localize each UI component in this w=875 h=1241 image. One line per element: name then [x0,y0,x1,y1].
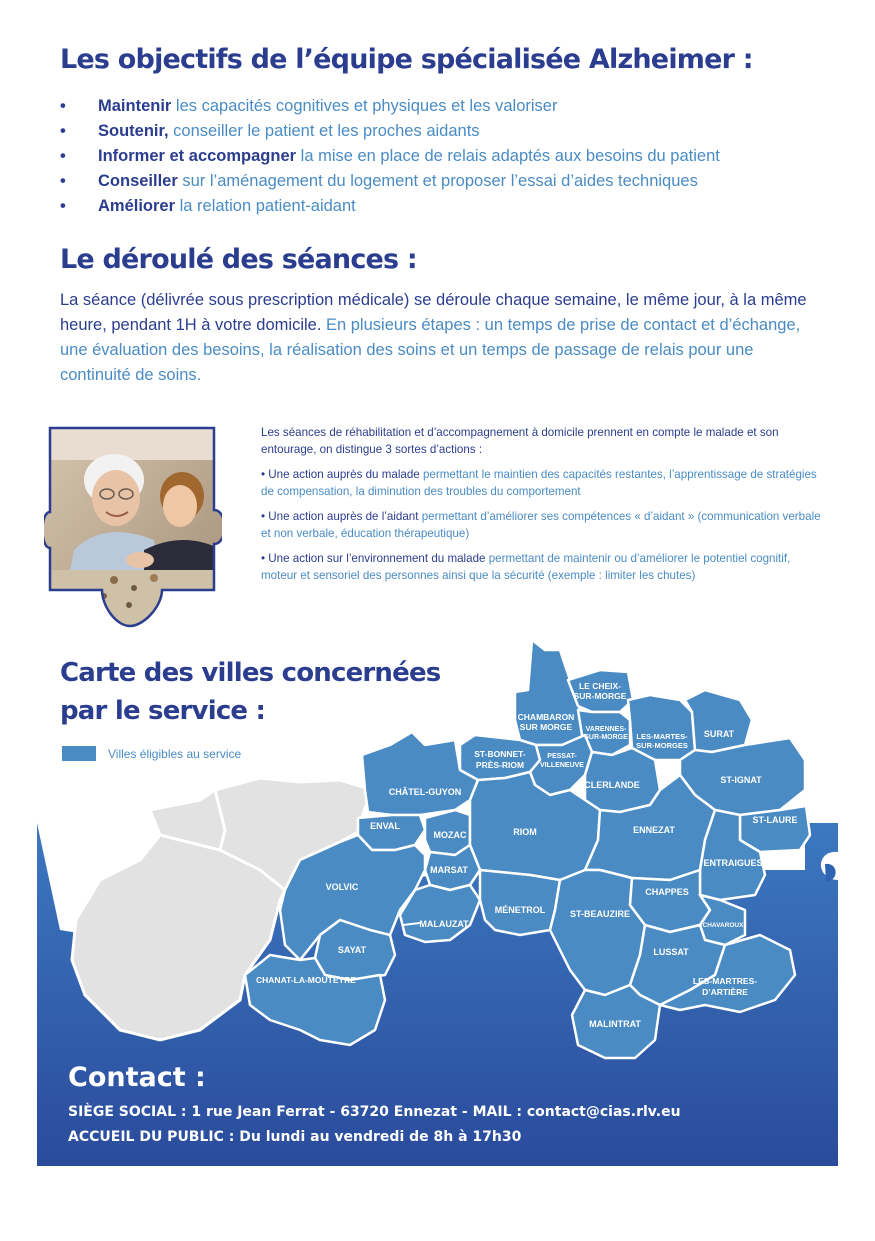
sessions-main-text: La séance (délivrée sous prescription médicale) se déroule chaque semaine, le même jour, à la même heure, pendant 1H à votre domicile. [60,291,807,334]
legend-label: Villes éligibles au service [108,746,242,761]
objective-keyword: Maintenir [98,97,172,115]
region-menetrol [480,870,560,935]
region-chappes [630,870,710,932]
bullet: • [60,172,66,190]
label-varennes: VARENNES- [585,726,627,733]
contact-hours: ACCUEIL DU PUBLIC : Du lundi au vendredi de 8h à 17h30 [68,1129,522,1145]
action-title: • Une action sur l’environnement du malade [261,552,486,565]
label-st-laure: ST-LAURE [752,815,798,825]
sessions-title: Le déroulé des séances : [60,244,417,275]
legend-swatch [62,746,96,761]
objectives-title: Les objectifs de l’équipe spécialisée Alzheimer : [60,44,753,75]
label-st-bonnet: ST-BONNET- [474,749,526,759]
bullet: • [60,97,66,115]
map-title-line: par le service : [60,696,266,726]
map-title [60,654,441,730]
label-clerlande: CLERLANDE [584,780,640,790]
objective-keyword: Soutenir, [98,122,169,140]
region-surat [685,690,752,752]
label-varennes: SUR-MORGE [584,734,628,741]
objective-text: les capacités cognitives et physiques et les valoriser [171,97,558,115]
label-st-bonnet: PRÈS-RIOM [475,760,525,770]
action-title: • Une action auprès de l’aidant [261,510,419,523]
actions-intro: Les séances de réhabilitation et d’accompagnement à domicile prennent en compte le malade et son entourage, on distingue 3 sortes d’actions : [261,426,779,456]
bullet: • [60,197,66,215]
objective-text: la relation patient-aidant [175,197,356,215]
label-menetrol: MÉNETROL [494,905,546,915]
label-le-cheix: SUR-MORGE [573,691,627,701]
label-lussat: LUSSAT [653,947,689,957]
label-volvic: VOLVIC [325,882,359,892]
label-martres-artiere: LES-MARTRES- [692,976,758,986]
map-title-line: Carte des villes concernées [60,658,441,688]
contact-address: SIÈGE SOCIAL : 1 rue Jean Ferrat - 63720 Ennezat - MAIL : contact@cias.rlv.eu [68,1104,681,1120]
label-malintrat: MALINTRAT [589,1019,641,1029]
bullet: • [60,122,66,140]
label-pessat: PESSAT- [547,753,577,760]
label-mozac: MOZAC [433,830,467,840]
label-martres-morge: SUR-MORGES [636,741,688,750]
objective-keyword: Conseiller [98,172,178,190]
objective-text: la mise en place de relais adaptés aux besoins du patient [296,147,720,165]
label-surat: SURAT [703,729,735,739]
action-description: permettant de maintenir ou d’améliorer le potentiel cognitif, moteur et sensoriel des personnes ainsi que la sécurité (exemple : limiter les chutes) [261,552,791,582]
label-pessat: VILLENEUVE [540,762,584,769]
sessions-steps-text: En plusieurs étapes : un temps de prise de contact et d’échange, une évaluation des besoins, la réalisation des soins et un temps de passage de relais pour une continuité de soins. [60,316,801,384]
label-martres-artiere: D’ARTIÈRE [702,987,748,997]
bullet: • [60,147,66,165]
label-sayat: SAYAT [337,945,367,955]
label-st-beauzire: ST-BEAUZIRE [569,909,631,919]
label-chambaron: SUR MORGE [519,722,573,732]
action-description: permettant d’améliorer ses compétences « d’aidant » (communication verbale et non verbale, éducation thérapeutique) [261,510,821,540]
contact-title: Contact : [68,1062,206,1093]
label-chatel-guyon: CHÂTEL-GUYON [388,787,462,797]
label-chambaron: CHAMBARON [517,712,575,722]
label-entraigues: ENTRAIGUES [703,858,763,868]
objective-keyword: Améliorer [98,197,176,215]
label-riom: RIOM [513,827,537,837]
action-description: permettant le maintien des capacités restantes, l’apprentissage de stratégies de compensation, la diminution des troubles du comportement [261,468,817,498]
objective-text: conseiller le patient et les proches aidants [168,122,480,140]
label-enval: ENVAL [370,821,400,831]
objective-text: sur l’aménagement du logement et proposer l’essai d’aides techniques [177,172,698,190]
label-st-ignat: ST-IGNAT [720,775,762,785]
label-martres-morge: LES-MARTES- [636,732,688,741]
label-malauzat: MALAUZAT [419,919,469,929]
map-legend [62,746,241,761]
label-marsat: MARSAT [430,865,468,875]
label-chanat: CHANAT-LA-MOUTEYRE [256,975,356,985]
label-le-cheix: LE CHEIX- [578,681,622,691]
action-title: • Une action auprès du malade [261,468,420,481]
label-chappes: CHAPPES [645,887,689,897]
region-riom [470,772,600,880]
label-ennezat: ENNEZAT [633,825,675,835]
objective-keyword: Informer et accompagner [98,147,297,165]
label-chavaroux: CHAVAROUX [702,922,744,929]
